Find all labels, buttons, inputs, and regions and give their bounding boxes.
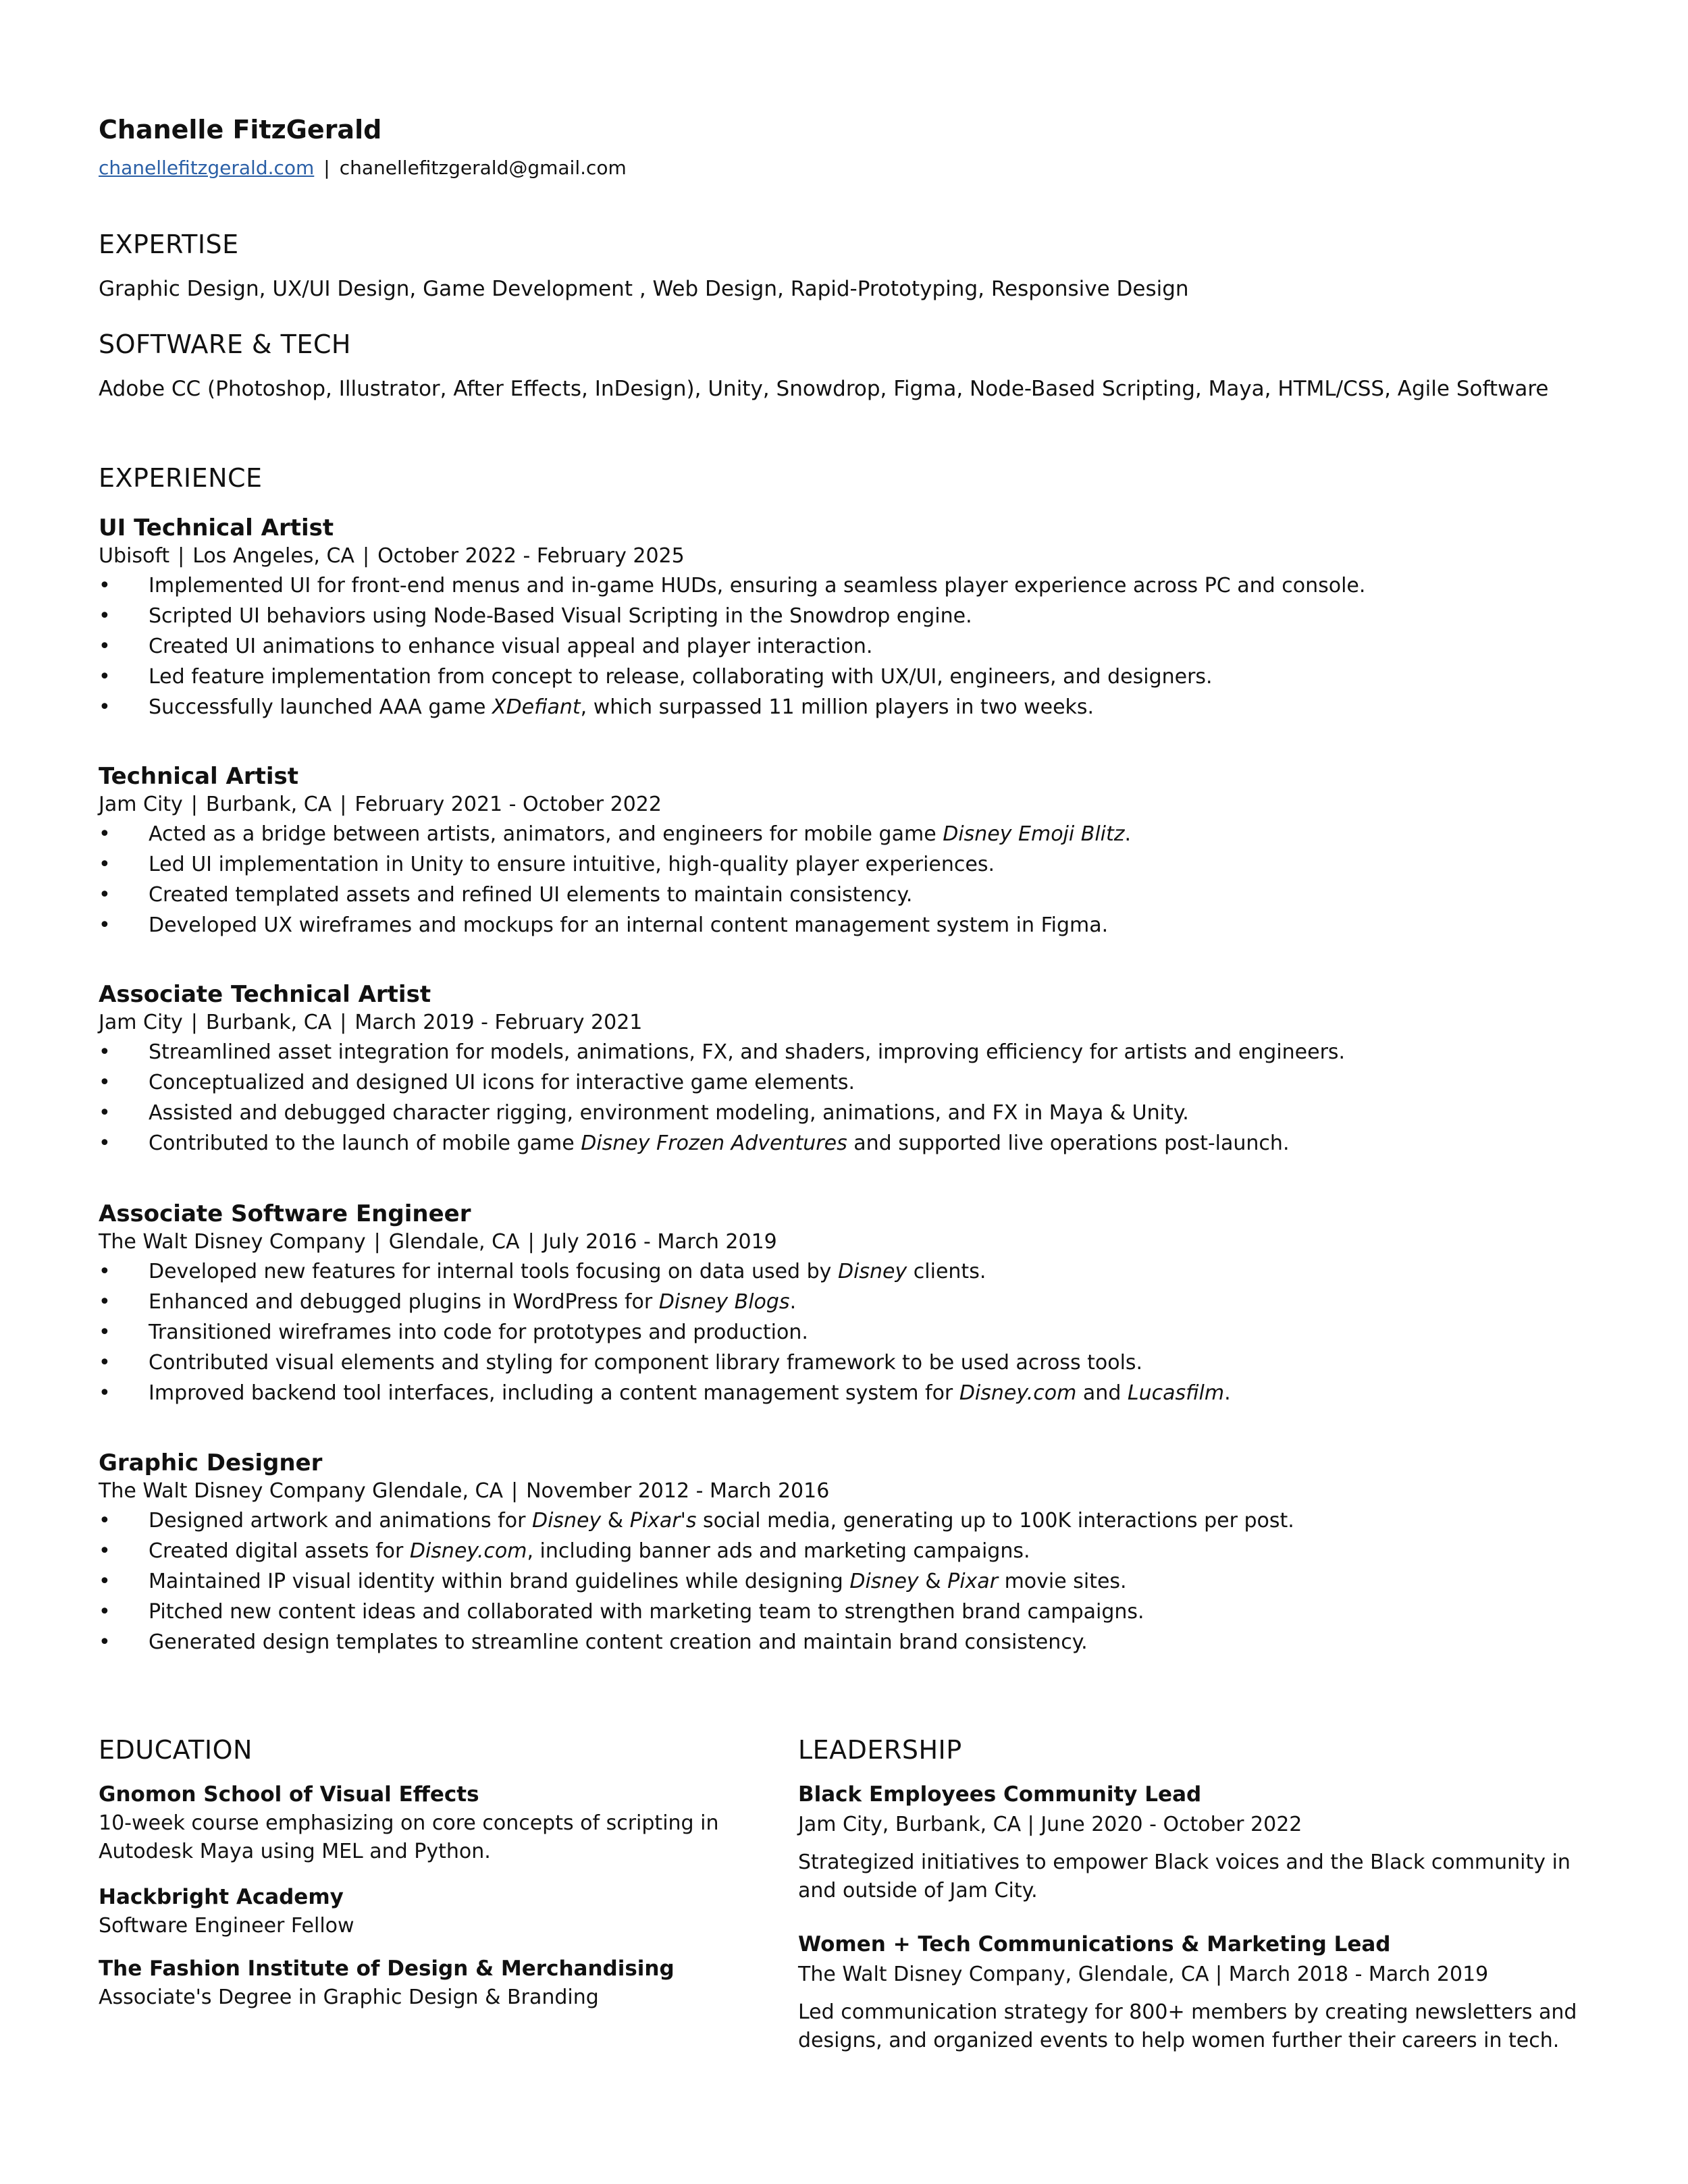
bullet-icon: • xyxy=(99,913,111,937)
role-meta: The Walt Disney Company, Glendale, CA | March 2018 - March 2019 xyxy=(798,1963,1489,1986)
bullet-item: • Created UI animations to enhance visual appeal and player interaction. xyxy=(99,631,1584,662)
bullet-icon: • xyxy=(99,1381,111,1405)
bullet-item: • Pitched new content ideas and collaborated with marketing team to strengthen brand campaigns. xyxy=(99,1597,1584,1627)
job-bullets xyxy=(99,570,1584,722)
bullet-icon: • xyxy=(99,822,111,846)
bullet-icon: • xyxy=(99,1131,111,1155)
software-text: Adobe CC (Photoshop, Illustrator, After Effects, InDesign), Unity, Snowdrop, Figma, Node-Based Scripting, Maya, HTML/CSS, Agile Software xyxy=(99,377,1549,401)
bullet-item: • Scripted UI behaviors using Node-Based Visual Scripting in the Snowdrop engine. xyxy=(99,601,1584,631)
job-bullets xyxy=(99,819,1584,940)
bullet-item: • Acted as a bridge between artists, animators, and engineers for mobile game Disney Emoji Blitz. xyxy=(99,819,1584,849)
education-item xyxy=(99,1782,760,1866)
bullet-icon: • xyxy=(99,1539,111,1563)
bullet-icon: • xyxy=(99,1630,111,1654)
bullet-icon: • xyxy=(99,1260,111,1283)
expertise-text: Graphic Design, UX/UI Design, Game Development , Web Design, Rapid-Prototyping, Responsive Design xyxy=(99,277,1189,301)
bullet-icon: • xyxy=(99,883,111,907)
bullet-icon: • xyxy=(99,1570,111,1593)
leadership-heading: LEADERSHIP xyxy=(798,1735,962,1765)
bullet-icon: • xyxy=(99,604,111,628)
leadership-item xyxy=(798,1782,1595,1905)
education-detail: Software Engineer Fellow xyxy=(99,1914,354,1938)
job-meta: Ubisoft | Los Angeles, CA | October 2022 - February 2025 xyxy=(99,544,685,568)
education-item xyxy=(99,1885,760,1940)
job-dates: February 2021 - October 2022 xyxy=(354,793,662,816)
role-title: Women + Tech Communications & Marketing Lead xyxy=(798,1932,1391,1956)
bullet-icon: • xyxy=(99,1600,111,1624)
bullet-icon: • xyxy=(99,1101,111,1125)
school-name: The Fashion Institute of Design & Merchandising xyxy=(99,1956,675,1981)
job-location: Los Angeles, CA xyxy=(192,544,354,568)
contact-line xyxy=(99,157,627,179)
job-entry xyxy=(99,1200,1584,1408)
job-entry xyxy=(99,1449,1584,1657)
role-detail: Led communication strategy for 800+ members by creating newsletters and xyxy=(798,2000,1577,2024)
bullet-icon: • xyxy=(99,853,111,876)
job-dates: July 2016 - March 2019 xyxy=(542,1230,777,1254)
bullet-item: • Developed new features for internal tools focusing on data used by Disney clients. xyxy=(99,1256,1584,1287)
job-meta: Jam City | Burbank, CA | March 2019 - February 2021 xyxy=(99,1011,643,1034)
job-entry xyxy=(99,514,1584,722)
role-detail: and outside of Jam City. xyxy=(798,1879,1038,1902)
bullet-icon: • xyxy=(99,635,111,658)
job-bullets xyxy=(99,1256,1584,1408)
job-meta: The Walt Disney Company | Glendale, CA | July 2016 - March 2019 xyxy=(99,1230,777,1254)
job-location: Burbank, CA xyxy=(205,793,332,816)
bullet-icon: • xyxy=(99,574,111,597)
education-detail: Autodesk Maya using MEL and Python. xyxy=(99,1840,491,1863)
job-location: Burbank, CA xyxy=(205,1011,332,1034)
experience-heading: EXPERIENCE xyxy=(99,463,263,493)
job-entry xyxy=(99,981,1584,1158)
candidate-name: Chanelle FitzGerald xyxy=(99,115,382,144)
bullet-item: • Enhanced and debugged plugins in WordPress for Disney Blogs. xyxy=(99,1287,1584,1317)
bullet-item: • Assisted and debugged character rigging, environment modeling, animations, and FX in Maya & Unity. xyxy=(99,1098,1584,1128)
job-dates: November 2012 - March 2016 xyxy=(526,1479,830,1503)
education-heading: EDUCATION xyxy=(99,1735,253,1765)
bullet-item: • Implemented UI for front-end menus and in-game HUDs, ensuring a seamless player experience across PC and console. xyxy=(99,570,1584,601)
email-text: chanellefitzgerald@gmail.com xyxy=(339,157,627,179)
bullet-icon: • xyxy=(99,1040,111,1064)
bullet-item: • Created templated assets and refined UI elements to maintain consistency. xyxy=(99,880,1584,910)
bullet-item: • Conceptualized and designed UI icons for interactive game elements. xyxy=(99,1067,1584,1098)
job-title: Associate Software Engineer xyxy=(99,1200,471,1227)
bullet-item: • Maintained IP visual identity within brand guidelines while designing Disney & Pixar movie sites. xyxy=(99,1566,1584,1597)
job-company: The Walt Disney Company Glendale, CA xyxy=(99,1479,503,1503)
job-company: Jam City xyxy=(99,793,183,816)
education-detail: 10-week course emphasizing on core concepts of scripting in xyxy=(99,1811,719,1835)
software-heading: SOFTWARE & TECH xyxy=(99,329,351,359)
bullet-item: • Transitioned wireframes into code for prototypes and production. xyxy=(99,1317,1584,1348)
job-title: Graphic Designer xyxy=(99,1449,323,1476)
bullet-item: • Led UI implementation in Unity to ensure intuitive, high-quality player experiences. xyxy=(99,849,1584,880)
job-dates: October 2022 - February 2025 xyxy=(377,544,685,568)
role-detail: Strategized initiatives to empower Black voices and the Black community in xyxy=(798,1850,1571,1874)
job-meta: Jam City | Burbank, CA | February 2021 - October 2022 xyxy=(99,793,662,816)
expertise-heading: EXPERTISE xyxy=(99,230,239,259)
bullet-item: • Contributed visual elements and styling for component library framework to be used across tools. xyxy=(99,1348,1584,1378)
education-item xyxy=(99,1956,760,2012)
bullet-item: • Contributed to the launch of mobile game Disney Frozen Adventures and supported live operations post-launch. xyxy=(99,1128,1584,1158)
job-bullets xyxy=(99,1037,1584,1158)
role-meta: Jam City, Burbank, CA | June 2020 - October 2022 xyxy=(798,1813,1302,1836)
leadership-item xyxy=(798,1932,1595,2055)
job-title: Technical Artist xyxy=(99,763,299,790)
bullet-icon: • xyxy=(99,695,111,719)
job-company: The Walt Disney Company xyxy=(99,1230,366,1254)
role-detail: designs, and organized events to help women further their careers in tech. xyxy=(798,2029,1560,2052)
bullet-item: • Streamlined asset integration for models, animations, FX, and shaders, improving efficiency for artists and engineers. xyxy=(99,1037,1584,1067)
education-list xyxy=(99,1782,760,2012)
website-link[interactable]: chanellefitzgerald.com xyxy=(99,157,315,179)
job-location: Glendale, CA xyxy=(388,1230,520,1254)
bullet-icon: • xyxy=(99,1351,111,1375)
education-detail: Associate's Degree in Graphic Design & Branding xyxy=(99,1986,599,2009)
job-dates: March 2019 - February 2021 xyxy=(354,1011,643,1034)
separator: | xyxy=(323,157,330,179)
bullet-icon: • xyxy=(99,1290,111,1314)
job-company: Ubisoft xyxy=(99,544,170,568)
bullet-item: • Created digital assets for Disney.com, including banner ads and marketing campaigns. xyxy=(99,1536,1584,1566)
school-name: Hackbright Academy xyxy=(99,1885,344,1909)
bullet-icon: • xyxy=(99,1071,111,1094)
bullet-item: • Designed artwork and animations for Disney & Pixar's social media, generating up to 100K interactions per post. xyxy=(99,1506,1584,1536)
job-title: UI Technical Artist xyxy=(99,514,334,541)
bullet-item: • Generated design templates to streamline content creation and maintain brand consistency. xyxy=(99,1627,1584,1657)
bullet-icon: • xyxy=(99,665,111,689)
job-bullets xyxy=(99,1506,1584,1657)
bullet-icon: • xyxy=(99,1321,111,1344)
bullet-item: • Developed UX wireframes and mockups for an internal content management system in Figma. xyxy=(99,910,1584,940)
school-name: Gnomon School of Visual Effects xyxy=(99,1782,479,1807)
bullet-item: • Led feature implementation from concept to release, collaborating with UX/UI, engineers, and designers. xyxy=(99,662,1584,692)
bullet-icon: • xyxy=(99,1509,111,1533)
bullet-item: • Successfully launched AAA game XDefiant, which surpassed 11 million players in two weeks. xyxy=(99,692,1584,722)
job-title: Associate Technical Artist xyxy=(99,981,431,1008)
job-company: Jam City xyxy=(99,1011,183,1034)
job-entry xyxy=(99,763,1584,940)
leadership-list xyxy=(798,1782,1595,2055)
job-meta: The Walt Disney Company Glendale, CA | November 2012 - March 2016 xyxy=(99,1479,830,1503)
bullet-item: • Improved backend tool interfaces, including a content management system for Disney.com and Lucasfilm. xyxy=(99,1378,1584,1408)
role-title: Black Employees Community Lead xyxy=(798,1782,1202,1807)
